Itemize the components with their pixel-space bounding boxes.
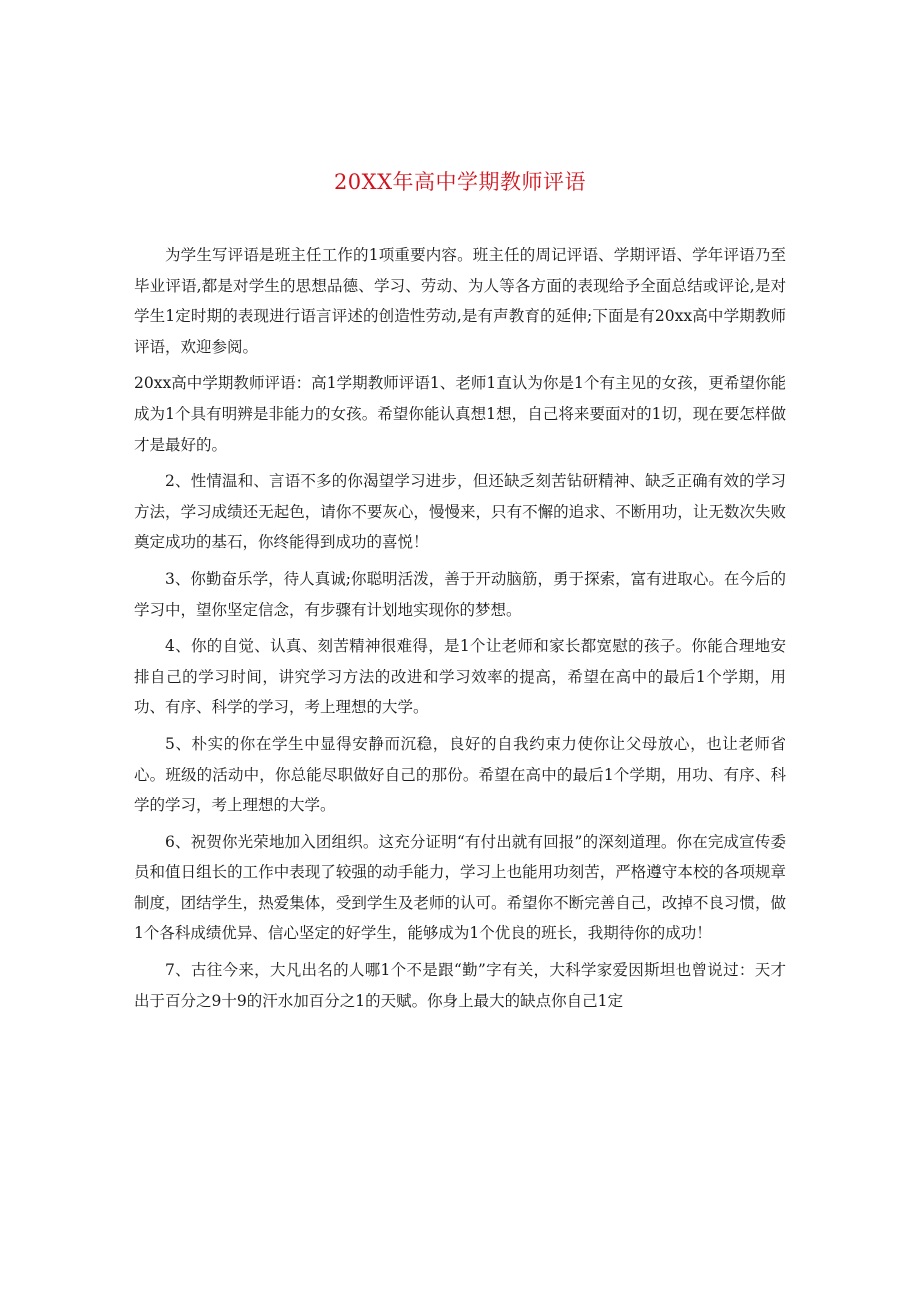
- paragraph-comment-7: 7、古往今来，大凡出名的人哪1个不是跟“勤”字有关，大科学家爱因斯坦也曾说过：天才出于百分之9十9的汗水加百分之1的天赋。你身上最大的缺点你自己1定: [134, 961, 786, 1010]
- paragraph-comment-4: 4、你的自觉、认真、刻苦精神很难得，是1个让老师和家长都宽慰的孩子。你能合理地安排自己的学习时间，讲究学习方法的改进和学习效率的提高，希望在高中的最后1个学期，用功、有序、科学的学习，考上理想的大学。: [134, 637, 786, 717]
- paragraph-comment-6: 6、祝贺你光荣地加入团组织。这充分证明“有付出就有回报”的深刻道理。你在完成宣传委员和值日组长的工作中表现了较强的动手能力，学习上也能用功刻苦，严格遵守本校的各项规章制度，团结学生，热爱集体，受到学生及老师的认可。希望你不断完善自己，改掉不良习惯，做1个各科成绩优异、信心坚定的好学生，能够成为1个优良的班长，我期待你的成功！: [134, 832, 786, 943]
- paragraph-comment-1: 20xx高中学期教师评语：高1学期教师评语1、老师1直认为你是1个有主见的女孩，更希望你能成为1个具有明辨是非能力的女孩。希望你能认真想1想，自己将来要面对的1切，现在要怎样做才是最好的。: [134, 374, 786, 454]
- paragraph-intro: 为学生写评语是班主任工作的1项重要内容。班主任的周记评语、学期评语、学年评语乃至毕业评语,都是对学生的思想品德、学习、劳动、为人等各方面的表现给予全面总结或评论,是对学生1定时期的表现进行语言评述的创造性劳动,是有声教育的延伸;下面是有20xx高中学期教师评语，欢迎参阅。: [134, 246, 786, 356]
- paragraph-comment-2: 2、性情温和、言语不多的你渴望学习进步，但还缺乏刻苦钻研精神、缺乏正确有效的学习方法，学习成绩还无起色，请你不要灰心，慢慢来，只有不懈的追求、不断用功，让无数次失败奠定成功的基石，你终能得到成功的喜悦！: [134, 472, 786, 552]
- paragraph-comment-5: 5、朴实的你在学生中显得安静而沉稳，良好的自我约束力使你让父母放心，也让老师省心。班级的活动中，你总能尽职做好自己的那份。希望在高中的最后1个学期，用功、有序、科学的学习，考上理想的大学。: [134, 734, 786, 815]
- paragraph-comment-3: 3、你勤奋乐学，待人真诚;你聪明活泼，善于开动脑筋，勇于探索，富有进取心。在今后的学习中，望你坚定信念，有步骤有计划地实现你的梦想。: [134, 569, 786, 619]
- document-body: [134, 240, 786, 1022]
- document-title: 20XX年高中学期教师评语: [333, 170, 587, 194]
